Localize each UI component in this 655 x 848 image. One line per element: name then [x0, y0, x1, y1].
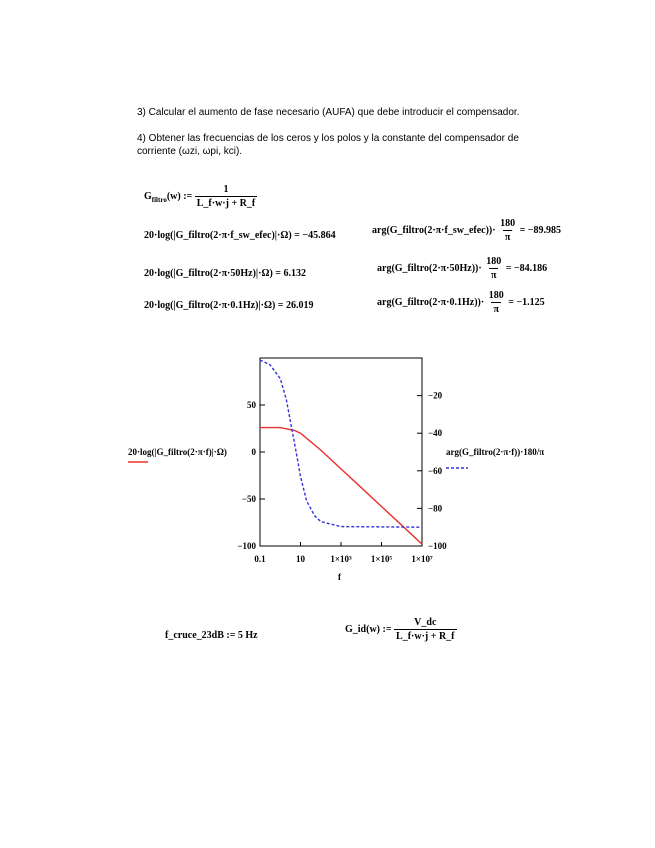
- phase-fsw-num: 180: [500, 218, 516, 229]
- x-axis-ticks: [254, 542, 433, 564]
- phase-01hz-num: 180: [488, 290, 504, 301]
- x-axis-label: f: [338, 572, 341, 582]
- gid-lhs: G_id(w) :=: [345, 623, 392, 635]
- phase-50hz-num: 180: [486, 256, 502, 267]
- phase-series-line: [260, 360, 422, 527]
- magnitude-fsw: 20·log(|G_filtro(2·π·f_sw_efec)|·Ω) = −45.864: [144, 230, 336, 241]
- gid-fraction: [394, 617, 456, 642]
- phase-fsw-result: = −89.985: [519, 224, 561, 236]
- phase-fsw-lhs: arg(G_filtro(2·π·f_sw_efec))·: [372, 224, 496, 236]
- left-tick-label: −50: [241, 494, 256, 504]
- magnitude-01hz: 20·log(|G_filtro(2·π·0.1Hz)|·Ω) = 26.019: [144, 300, 314, 311]
- gfiltro-lhs: G: [144, 190, 152, 202]
- right-tick-label: −100: [428, 541, 447, 551]
- plot-frame: [260, 358, 422, 546]
- x-tick-label: 1×10⁵: [370, 554, 393, 564]
- phase-50hz-den: π: [490, 270, 497, 281]
- magnitude-50hz: 20·log(|G_filtro(2·π·50Hz)|·Ω) = 6.132: [144, 268, 306, 279]
- left-axis-label: 20·log(|G_filtro(2·π·f)|·Ω): [128, 447, 227, 457]
- step-3-text: 3) Calcular el aumento de fase necesario (AUFA) que debe introducir el compensador.: [137, 107, 520, 118]
- left-tick-label: 0: [251, 447, 256, 457]
- right-axis-label: arg(G_filtro(2·π·f))·180/π: [446, 447, 545, 457]
- gfiltro-sub: filtro: [151, 195, 167, 204]
- left-tick-label: 50: [247, 400, 256, 410]
- x-tick-label: 1×10⁷: [411, 554, 433, 564]
- fcruce-definition: f_cruce_23dB := 5 Hz: [165, 630, 258, 641]
- phase-01hz-den: π: [493, 304, 499, 315]
- right-tick-label: −40: [428, 428, 443, 439]
- phase-50hz-lhs: arg(G_filtro(2·π·50Hz))·: [377, 262, 482, 274]
- gid-definition: [345, 617, 457, 642]
- left-axis-ticks: [237, 400, 265, 551]
- phase-50hz-result: = −84.186: [505, 262, 548, 274]
- phase-01hz-lhs: arg(G_filtro(2·π·0.1Hz))·: [377, 296, 485, 308]
- right-tick-label: −60: [428, 465, 443, 476]
- phase-fsw-den: π: [504, 232, 511, 243]
- step-4-text: 4) Obtener las frecuencias de los ceros y los polos y la constante del compensador de corriente (ωzi, ωpi, kci).: [137, 133, 519, 157]
- gfiltro-numerator: 1: [223, 184, 229, 195]
- left-tick-label: −100: [237, 541, 256, 551]
- gfiltro-arg: (w) :=: [166, 190, 193, 202]
- right-tick-label: −80: [428, 503, 443, 514]
- x-tick-label: 0.1: [254, 554, 266, 564]
- gfiltro-denominator: L_f·w·j + R_f: [196, 198, 256, 209]
- gid-numerator: V_dc: [414, 617, 437, 628]
- x-tick-label: 1×10³: [330, 554, 352, 564]
- gid-denominator: L_f·w·j + R_f: [396, 631, 455, 642]
- right-tick-label: −20: [428, 390, 443, 401]
- phase-01hz-result: = −1.125: [508, 296, 545, 308]
- x-tick-label: 10: [296, 554, 305, 564]
